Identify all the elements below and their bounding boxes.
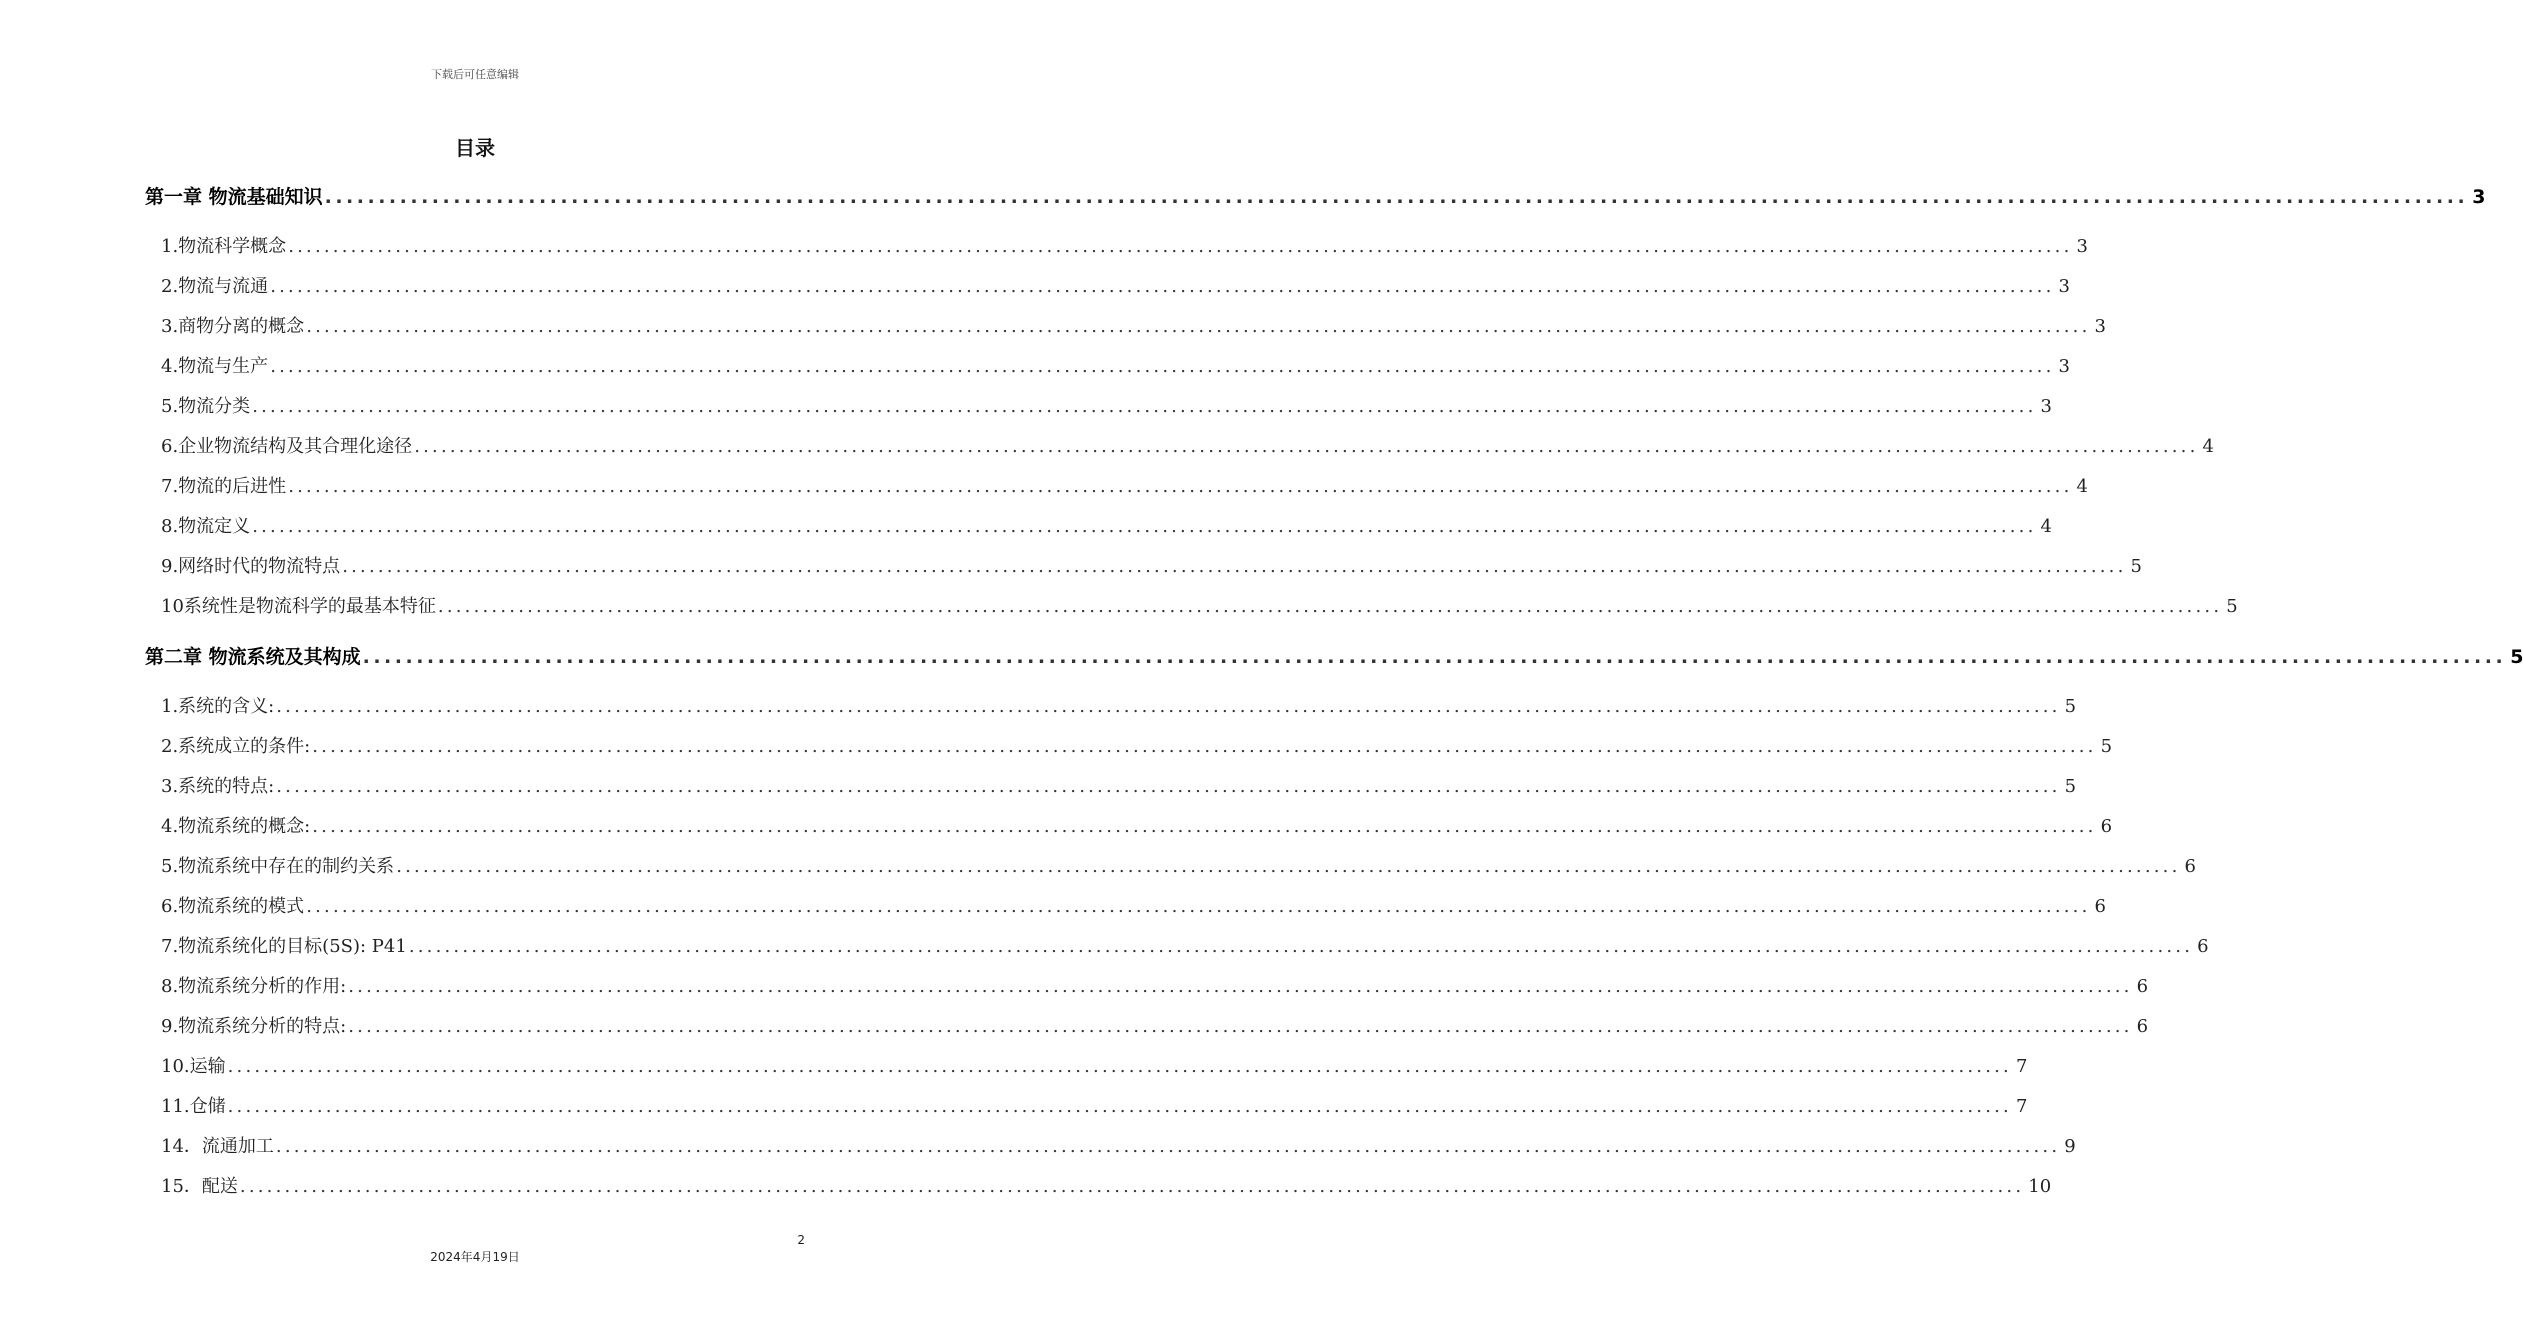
toc-section-entry[interactable] [161,472,2088,498]
toc-entry-label: 2.系统成立的条件: [161,736,311,757]
toc-entry-page: 6 [2197,936,2209,957]
header-note: 下载后可任意编辑 [431,68,519,81]
toc-entry-label: 3.系统的特点: [161,776,275,797]
toc-section-entry[interactable] [161,732,2113,758]
toc-entry-page: 7 [2015,1056,2028,1077]
toc-entry-page: 6 [2094,896,2106,917]
toc-section-entry[interactable] [161,552,2142,578]
toc-entry-page: 3 [2040,396,2052,417]
toc-title: 目录 [455,136,495,160]
toc-entry-label: 6.企业物流结构及其合理化途径 [161,436,413,457]
toc-leader-dots: ........................................................................................................................................................................................................ [270,276,2055,297]
toc-leader-dots: ........................................................................................................................................................................................................ [276,776,2061,797]
toc-entry-label: 15．配送 [161,1176,238,1197]
toc-section-entry[interactable] [161,1052,2028,1078]
toc-leader-dots: ........................................................................................................................................................................................................ [252,516,2037,537]
toc-entry-page: 5 [2130,556,2142,577]
toc-entry-label: 5.物流系统中存在的制约关系 [161,856,395,877]
toc-leader-dots: ........................................................................................................................................................................................................ [414,436,2199,457]
toc-section-entry[interactable] [161,932,2209,958]
toc-section-entry[interactable] [161,1012,2149,1038]
toc-entry-page: 5 [2064,696,2077,717]
toc-entry-label: 9.物流系统分析的特点: [161,1016,347,1037]
toc-leader-dots: ........................................................................................................................................................................................................ [348,1016,2133,1037]
toc-entry-label: 第一章 物流基础知识 [145,186,323,208]
toc-chapter-entry[interactable] [145,182,2486,209]
toc-leader-dots: ........................................................................................................................................................................................................ [227,1056,2012,1077]
toc-entry-page: 10 [2028,1176,2052,1197]
toc-leader-dots: ........................................................................................................................................................................................................ [312,816,2097,837]
toc-section-entry[interactable] [161,812,2113,838]
toc-entry-label: 3.商物分离的概念 [161,316,305,337]
toc-entry-label: 9.网络时代的物流特点 [161,556,341,577]
toc-section-entry[interactable] [161,392,2052,418]
toc-entry-page: 6 [2184,856,2196,877]
toc-entry-page: 7 [2015,1096,2028,1117]
toc-leader-dots: ........................................................................................................................................................................................................ [362,646,2507,668]
toc-entry-label: 2.物流与流通 [161,276,269,297]
toc-section-entry[interactable] [161,352,2070,378]
toc-entry-page: 4 [2202,436,2214,457]
toc-section-entry[interactable] [161,512,2052,538]
toc-leader-dots: ........................................................................................................................................................................................................ [342,556,2127,577]
toc-leader-dots: ........................................................................................................................................................................................................ [312,736,2097,757]
toc-leader-dots: ........................................................................................................................................................................................................ [252,396,2037,417]
toc-chapter-entry[interactable] [145,642,2523,669]
toc-entry-label: 14．流通加工 [161,1136,274,1157]
toc-section-entry[interactable] [161,232,2088,258]
toc-entry-label: 8.物流系统分析的作用: [161,976,347,997]
toc-section-entry[interactable] [161,892,2106,918]
toc-leader-dots: ........................................................................................................................................................................................................ [288,476,2073,497]
toc-entry-label: 7.物流系统化的目标(5S): P41 [161,936,407,957]
toc-entry-page: 3 [2058,356,2070,377]
toc-section-entry[interactable] [161,772,2077,798]
toc-entry-label: 6.物流系统的模式 [161,896,305,917]
toc-leader-dots: ........................................................................................................................................................................................................ [306,316,2091,337]
toc-entry-page: 6 [2100,816,2113,837]
footer-date: 2024年4月19日 [430,1250,520,1264]
toc-entry-label: 4.物流与生产 [161,356,269,377]
toc-entry-page: 4 [2040,516,2052,537]
toc-entry-label: 5.物流分类 [161,396,251,417]
toc-section-entry[interactable] [161,1132,2076,1158]
toc-entry-page: 9 [2064,1136,2076,1157]
toc-leader-dots: ........................................................................................................................................................................................................ [396,856,2181,877]
toc-entry-page: 5 [2510,646,2523,668]
toc-entry-label: 1.物流科学概念 [161,236,287,257]
toc-section-entry[interactable] [161,1092,2028,1118]
toc-section-entry[interactable] [161,272,2070,298]
toc-entry-label: 4.物流系统的概念: [161,816,311,837]
toc-entry-page: 3 [2472,186,2486,208]
toc-entry-page: 4 [2076,476,2088,497]
toc-entry-label: 1.系统的含义: [161,696,275,717]
toc-entry-label: 第二章 物流系统及其构成 [145,646,361,668]
toc-entry-label: 11.仓储 [161,1096,226,1117]
toc-entry-page: 3 [2094,316,2106,337]
toc-leader-dots: ........................................................................................................................................................................................................ [270,356,2055,377]
toc-section-entry[interactable] [161,432,2214,458]
toc-entry-page: 3 [2076,236,2088,257]
toc-entry-label: 10.运输 [161,1056,226,1077]
toc-entry-page: 5 [2100,736,2113,757]
toc-entry-page: 5 [2064,776,2077,797]
toc-section-entry[interactable] [161,592,2238,618]
toc-entry-label: 7.物流的后进性 [161,476,287,497]
toc-section-entry[interactable] [161,972,2149,998]
toc-leader-dots: ........................................................................................................................................................................................................ [239,1176,2025,1197]
toc-entry-page: 6 [2136,976,2149,997]
page-number: 2 [797,1233,805,1247]
toc-entry-label: 10系统性是物流科学的最基本特征 [161,596,436,617]
toc-leader-dots: ........................................................................................................................................................................................................ [408,936,2194,957]
toc-leader-dots: ........................................................................................................................................................................................................ [227,1096,2012,1117]
toc-section-entry[interactable] [161,692,2077,718]
toc-entry-label: 8.物流定义 [161,516,251,537]
toc-entry-page: 5 [2226,596,2238,617]
toc-leader-dots: ........................................................................................................................................................................................................ [276,696,2061,717]
toc-section-entry[interactable] [161,1172,2052,1198]
toc-leader-dots: ........................................................................................................................................................................................................ [437,596,2223,617]
toc-entry-page: 6 [2136,1016,2149,1037]
toc-leader-dots: ........................................................................................................................................................................................................ [306,896,2091,917]
toc-leader-dots: ........................................................................................................................................................................................................ [324,186,2469,208]
toc-section-entry[interactable] [161,852,2196,878]
toc-section-entry[interactable] [161,312,2106,338]
toc-leader-dots: ........................................................................................................................................................................................................ [288,236,2073,257]
toc-leader-dots: ........................................................................................................................................................................................................ [275,1136,2061,1157]
toc-entry-page: 3 [2058,276,2070,297]
toc-leader-dots: ........................................................................................................................................................................................................ [348,976,2133,997]
